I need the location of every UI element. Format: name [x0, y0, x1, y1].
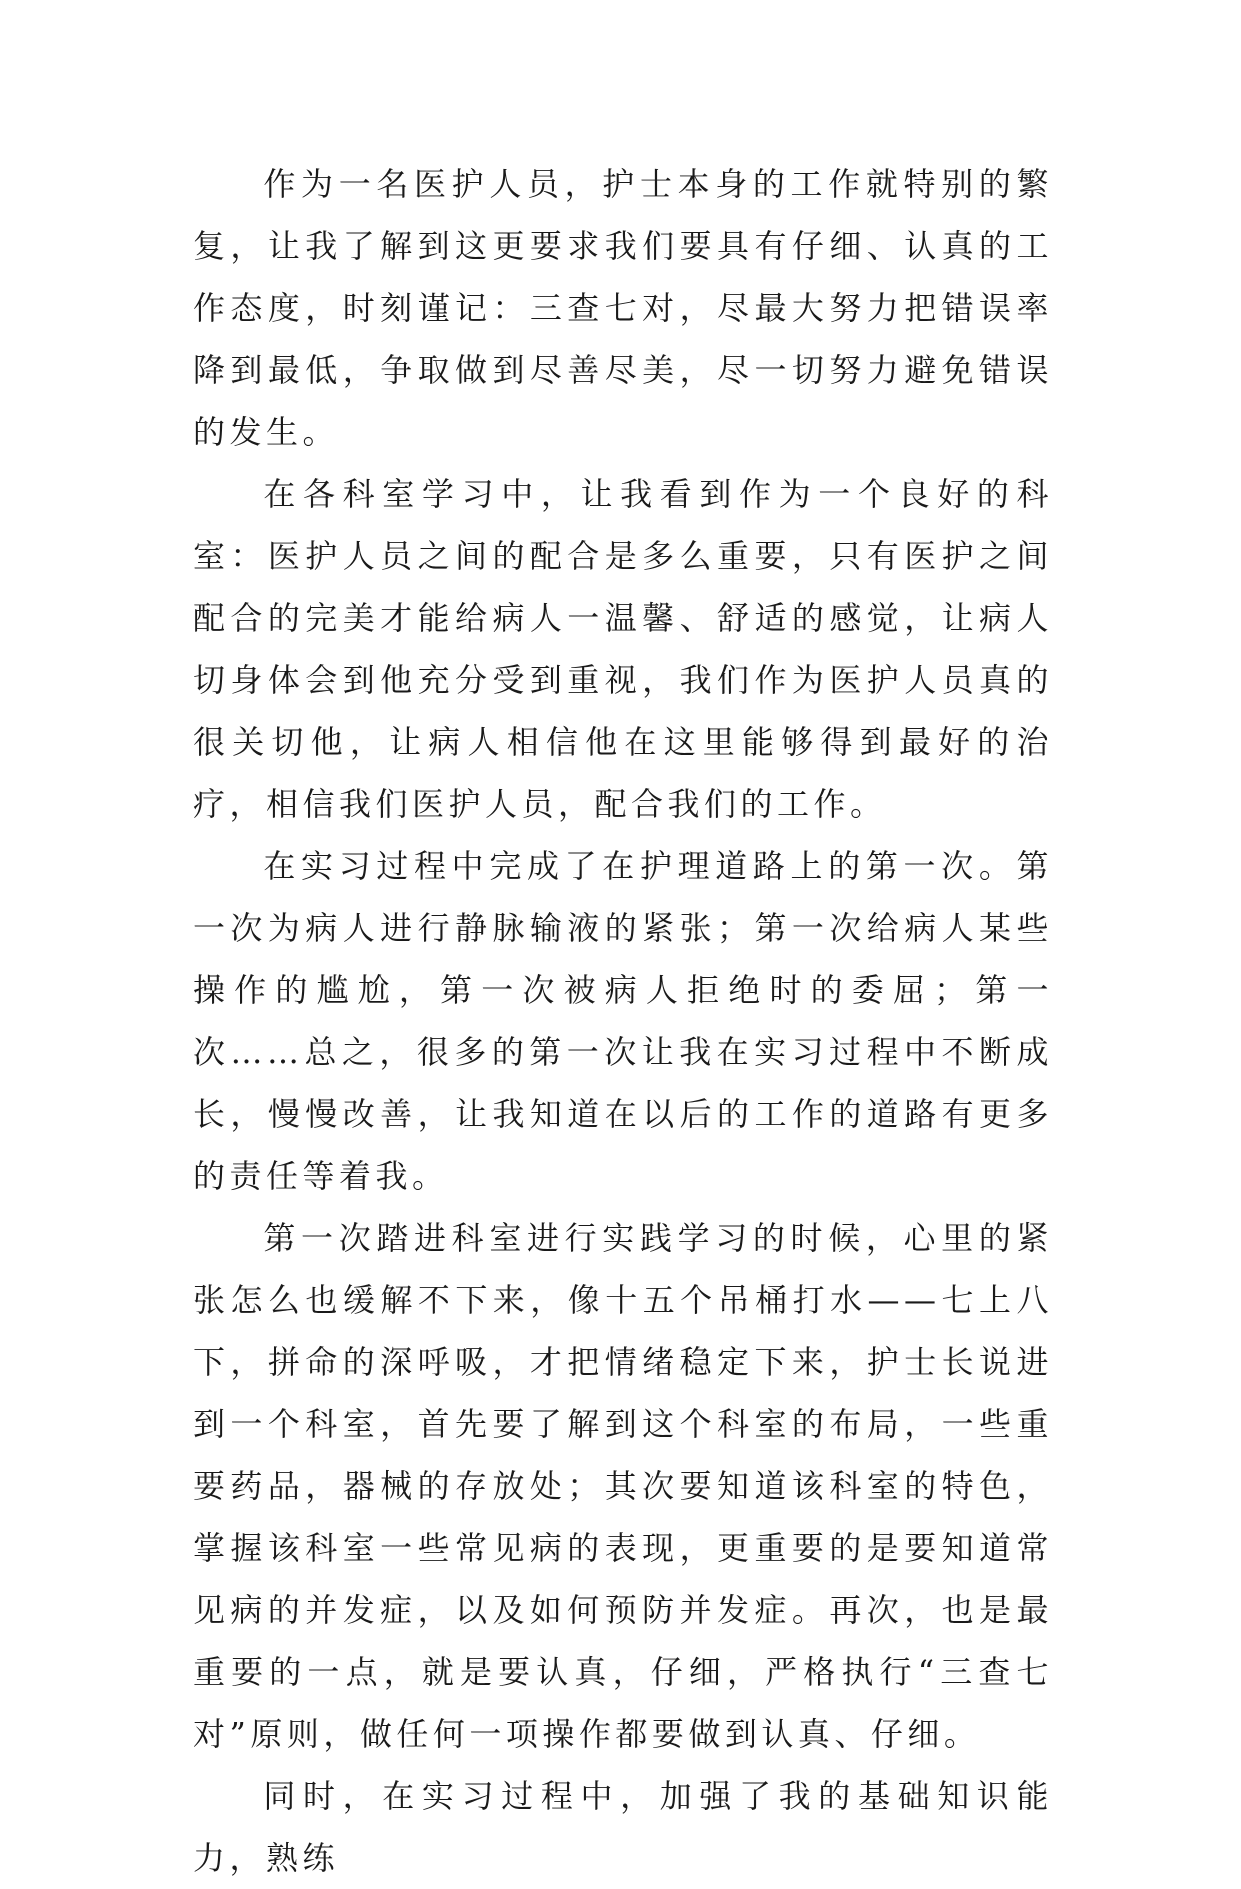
paragraph-5: 同时，在实习过程中，加强了我的基础知识能力，熟练 — [193, 1777, 1053, 1877]
paragraph-2: 在各科室学习中，让我看到作为一个良好的科室：医护人员之间的配合是多么重要，只有医护之间配合的完美才能给病人一温馨、舒适的感觉，让病人切身体会到他充分受到重视，我们作为医护人员真的很关切他，让病人相信他在这里能够得到最好的治疗，相信我们医护人员，配合我们的工作。 — [193, 475, 1053, 823]
paragraph-1: 作为一名医护人员，护士本身的工作就特别的繁复，让我了解到这更要求我们要具有仔细、认真的工作态度，时刻谨记：三查七对，尽最大努力把错误率降到最低，争取做到尽善尽美，尽一切努力避免错误的发生。 — [193, 165, 1053, 451]
document-body — [193, 153, 1053, 1889]
paragraph-4: 第一次踏进科室进行实践学习的时候，心里的紧张怎么也缓解不下来，像十五个吊桶打水——七上八下，拼命的深呼吸，才把情绪稳定下来，护士长说进到一个科室，首先要了解到这个科室的布局，一些重要药品，器械的存放处；其次要知道该科室的特色，掌握该科室一些常见病的表现，更重要的是要知道常见病的并发症，以及如何预防并发症。再次，也是最重要的一点，就是要认真，仔细，严格执行“三查七对”原则，做任何一项操作都要做到认真、仔细。 — [193, 1219, 1053, 1753]
paragraph-3: 在实习过程中完成了在护理道路上的第一次。第一次为病人进行静脉输液的紧张；第一次给病人某些操作的尴尬，第一次被病人拒绝时的委屈；第一次……总之，很多的第一次让我在实习过程中不断成长，慢慢改善，让我知道在以后的工作的道路有更多的责任等着我。 — [193, 847, 1053, 1195]
